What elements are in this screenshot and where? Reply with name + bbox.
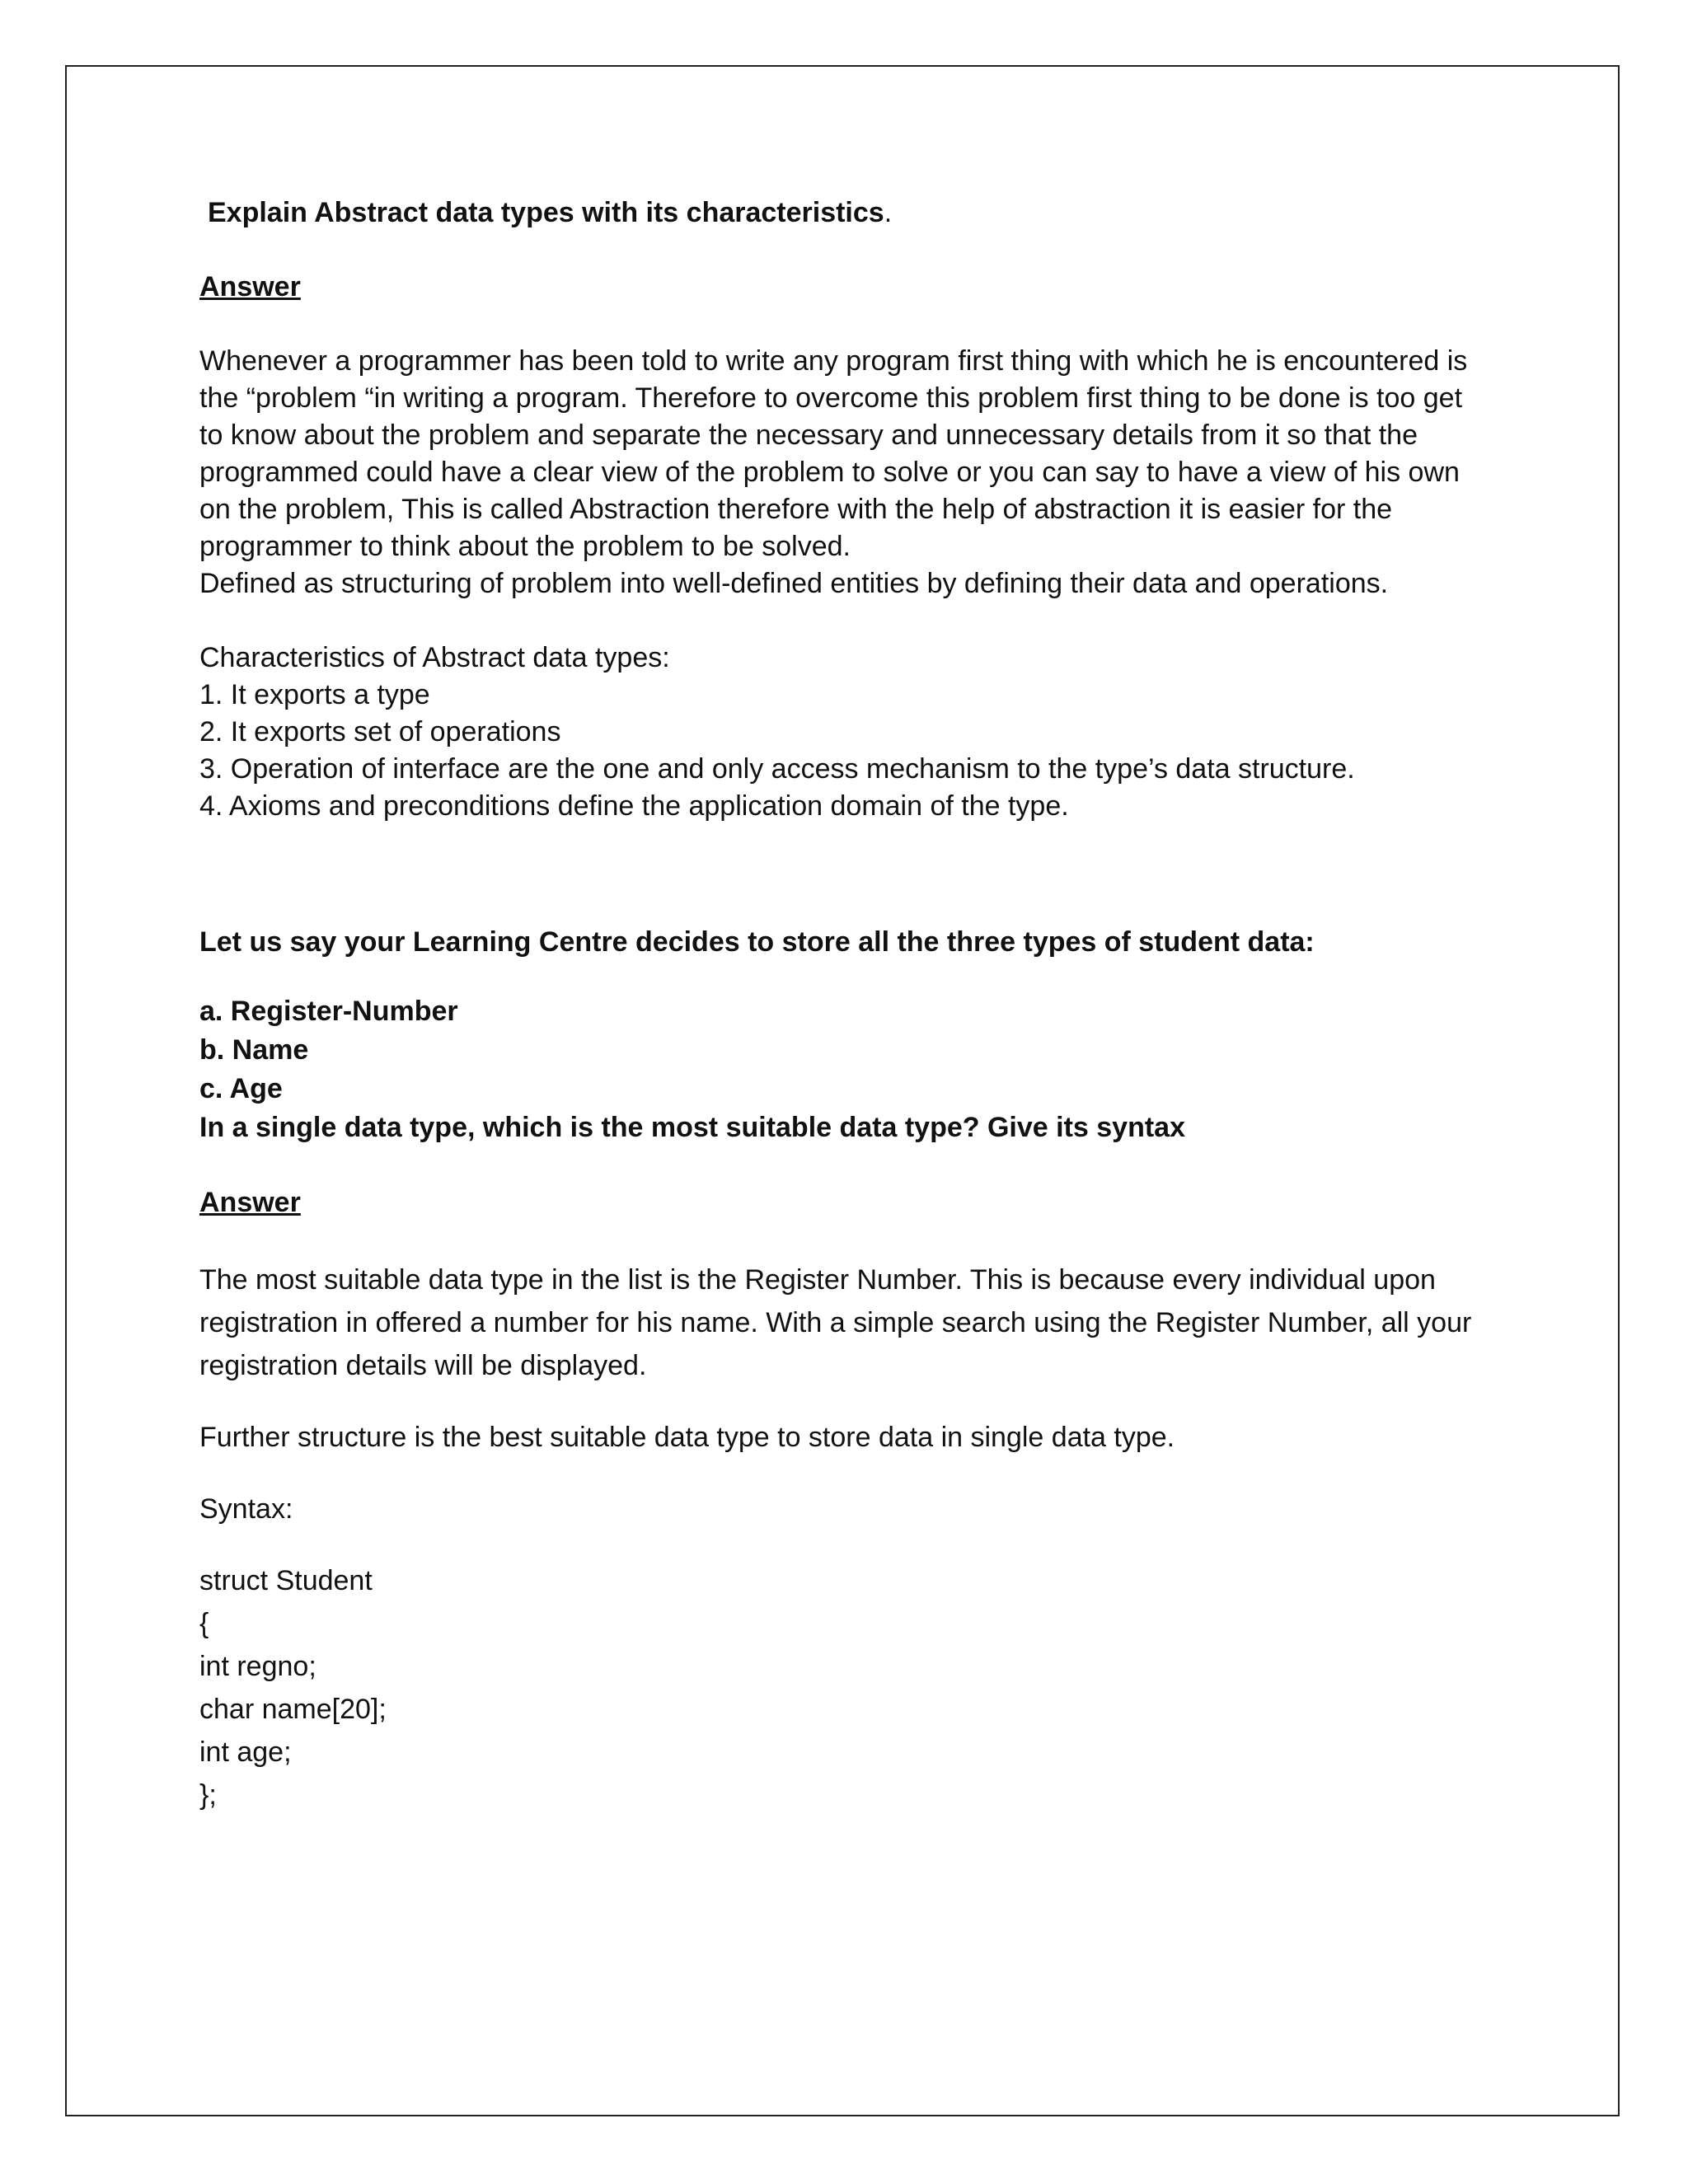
question-2-prompt: In a single data type, which is the most suitable data type? Give its syntax: [199, 1112, 1185, 1143]
answer-1-line: the “problem “in writing a program. Therefore to overcome this problem first thing to be done is too get: [199, 382, 1463, 414]
characteristics-heading: Characteristics of Abstract data types:: [199, 642, 670, 673]
option-item: b. Name: [199, 1034, 309, 1066]
code-line: struct Student: [199, 1565, 373, 1596]
code-line: };: [199, 1779, 217, 1811]
answer-label-1: Answer: [199, 271, 301, 302]
characteristic-item: 4. Axioms and preconditions define the application domain of the type.: [199, 790, 1069, 822]
option-item: a. Register-Number: [199, 996, 458, 1027]
answer-1-line: Whenever a programmer has been told to write any program first thing with which he is encountered is: [199, 345, 1468, 377]
code-line: int age;: [199, 1736, 292, 1768]
characteristic-item: 3. Operation of interface are the one and only access mechanism to the type’s data structure.: [199, 753, 1355, 785]
answer-2-paragraph: [199, 1258, 1535, 1387]
answer-1-paragraph: [199, 343, 1535, 602]
answer-1-line: to know about the problem and separate the necessary and unnecessary details from it so that the: [199, 419, 1418, 451]
answer-1-line: on the problem, This is called Abstraction therefore with the help of abstraction it is easier for the: [199, 494, 1393, 525]
answer-1-line: programmer to think about the problem to be solved.: [199, 531, 851, 562]
code-line: char name[20];: [199, 1694, 387, 1725]
question-1-title: [199, 194, 1535, 232]
answer-1-line: programmed could have a clear view of the problem to solve or you can say to have a view of his own: [199, 457, 1460, 488]
question-1-title-text: Explain Abstract data types with its characteristics: [208, 197, 884, 228]
answer-1-line: Defined as structuring of problem into well-defined entities by defining their data and operations.: [199, 568, 1389, 599]
further-paragraph: Further structure is the best suitable data type to store data in single data type.: [199, 1422, 1175, 1453]
code-block: [199, 1559, 1535, 1816]
answer-label-2: Answer: [199, 1187, 301, 1218]
code-line: int regno;: [199, 1651, 316, 1682]
answer-2-line: registration details will be displayed.: [199, 1350, 647, 1381]
question-1-title-dot: .: [884, 197, 893, 228]
syntax-label: Syntax:: [199, 1493, 293, 1525]
document-body: [199, 194, 1535, 1816]
characteristics-list: [199, 640, 1535, 825]
question-2-text: Let us say your Learning Centre decides to store all the three types of student data:: [199, 926, 1315, 958]
answer-2-line: The most suitable data type in the list is the Register Number. This is because every individual upon: [199, 1264, 1436, 1296]
code-line: {: [199, 1608, 209, 1639]
question-2-options: [199, 992, 1535, 1147]
characteristic-item: 1. It exports a type: [199, 679, 430, 710]
characteristic-item: 2. It exports set of operations: [199, 716, 561, 748]
answer-2-line: registration in offered a number for his name. With a simple search using the Register Number, all your: [199, 1307, 1472, 1338]
option-item: c. Age: [199, 1073, 283, 1104]
